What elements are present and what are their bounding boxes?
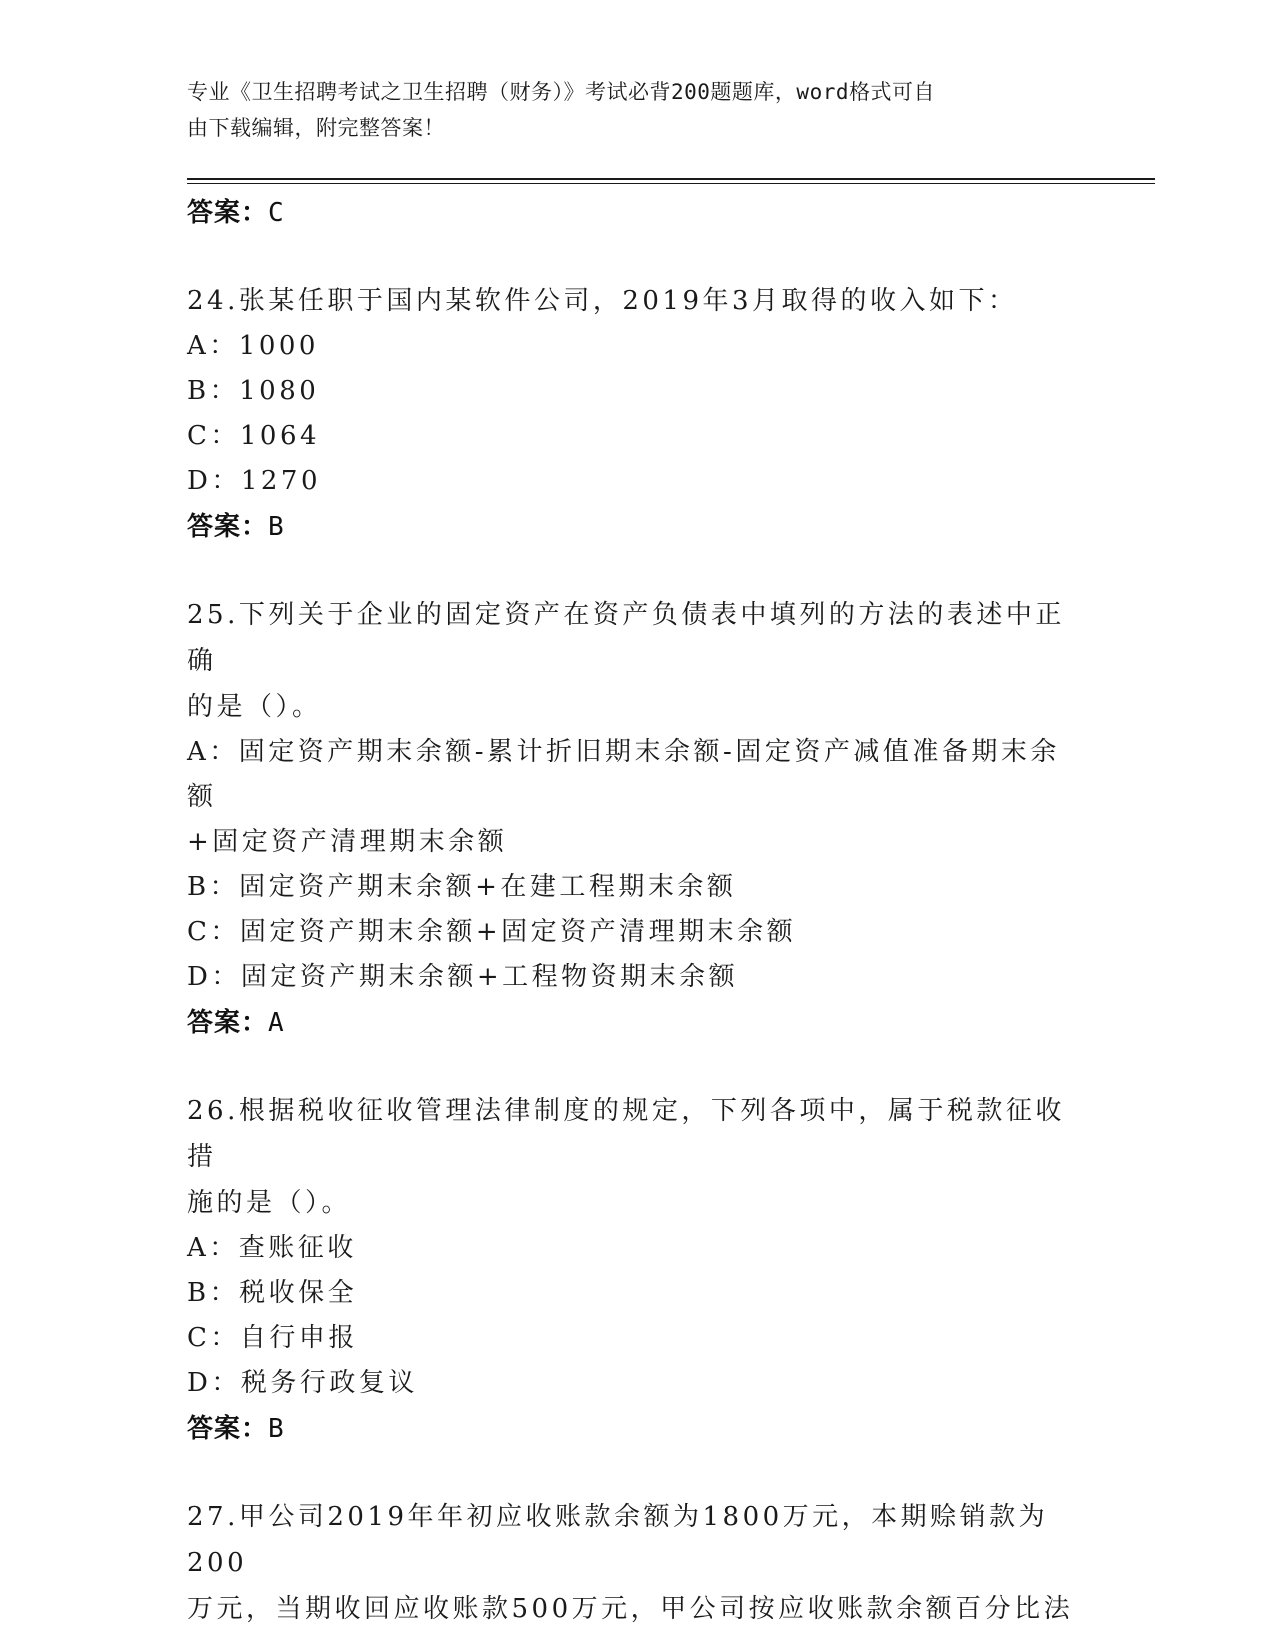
answer-label: 答案： bbox=[187, 1008, 269, 1038]
spacer bbox=[187, 550, 1087, 592]
option-c: C：自行申报 bbox=[187, 1323, 358, 1353]
option-a: A：1000 bbox=[187, 331, 319, 361]
answer-line bbox=[187, 504, 1087, 550]
option-a-continued: +固定资产清理期末余额 bbox=[187, 827, 508, 857]
question-text: 的是（）。 bbox=[187, 692, 322, 722]
answer-line bbox=[187, 1000, 1087, 1046]
answer-label: 答案： bbox=[187, 512, 269, 542]
question-block bbox=[187, 1494, 1087, 1632]
option-d: D：固定资产期末余额+工程物资期末余额 bbox=[187, 962, 739, 992]
question-text: 万元，当期收回应收账款500万元，甲公司按应收账款余额百分比法 bbox=[187, 1594, 1074, 1624]
question-text: 27.甲公司2019年年初应收账款余额为1800万元，本期赊销款为200 bbox=[187, 1502, 1049, 1578]
spacer bbox=[187, 1452, 1087, 1494]
question-list bbox=[187, 190, 1087, 1632]
answer-value: B bbox=[268, 1414, 285, 1444]
question-text: 24.张某任职于国内某软件公司，2019年3月取得的收入如下： bbox=[187, 286, 1018, 316]
question-text: 施的是（）。 bbox=[187, 1188, 352, 1218]
option-c: C：固定资产期末余额+固定资产清理期末余额 bbox=[187, 917, 797, 947]
question-block bbox=[187, 278, 1087, 550]
header-divider-thin bbox=[187, 183, 1155, 184]
answer-value: B bbox=[268, 512, 285, 542]
question-text: 26.根据税收征收管理法律制度的规定，下列各项中，属于税款征收措 bbox=[187, 1096, 1065, 1172]
option-b: B：1080 bbox=[187, 376, 320, 406]
spacer bbox=[187, 236, 1087, 278]
option-d: D：税务行政复议 bbox=[187, 1368, 418, 1398]
answer-value: C bbox=[268, 198, 285, 228]
answer-value: A bbox=[268, 1008, 285, 1038]
option-c: C：1064 bbox=[187, 421, 321, 451]
option-d: D：1270 bbox=[187, 466, 322, 496]
answer-label: 答案： bbox=[187, 198, 269, 228]
document-header bbox=[187, 74, 1067, 146]
spacer bbox=[187, 1046, 1087, 1088]
option-b: B：固定资产期末余额+在建工程期末余额 bbox=[187, 872, 737, 902]
option-a: A：查账征收 bbox=[187, 1233, 357, 1263]
option-a: A：固定资产期末余额-累计折旧期末余额-固定资产减值准备期末余额 bbox=[187, 737, 1060, 812]
answer-line bbox=[187, 190, 1087, 236]
header-line-1: 专业《卫生招聘考试之卫生招聘（财务）》考试必背200题题库，word格式可自 bbox=[187, 80, 935, 104]
header-divider-thick bbox=[187, 178, 1155, 180]
answer-line bbox=[187, 1406, 1087, 1452]
option-b: B：税收保全 bbox=[187, 1278, 358, 1308]
question-text: 25.下列关于企业的固定资产在资产负债表中填列的方法的表述中正确 bbox=[187, 600, 1065, 676]
answer-label: 答案： bbox=[187, 1414, 269, 1444]
header-line-2: 由下载编辑，附完整答案！ bbox=[187, 116, 445, 140]
question-block bbox=[187, 592, 1087, 1046]
question-block bbox=[187, 1088, 1087, 1452]
